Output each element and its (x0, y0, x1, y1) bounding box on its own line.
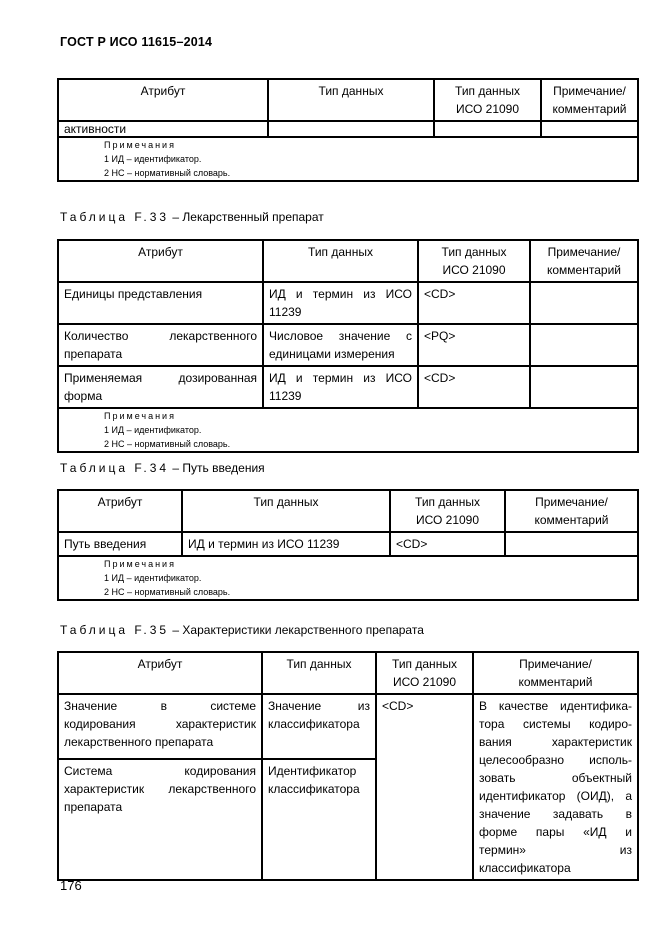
col-header-data-type: Тип данных (182, 490, 390, 532)
cell-attr: Единицы представления (58, 282, 263, 324)
cell-comment: В качестве идентифика- тора системы кодиро- вания характеристик целесообразно исполь- зовать объектный идентификатор (ОИД), а значение задавать в форме пары «ИД и термин» из классификатора (473, 694, 638, 880)
col-header-data-type: Тип данных (262, 652, 376, 694)
col-header-note: Примечание/ комментарий (473, 652, 638, 694)
cell-note (541, 121, 638, 137)
cell-note (530, 282, 638, 324)
col-header-note: Примечание/ комментарий (505, 490, 638, 532)
table-f34 (57, 489, 639, 601)
table-f35-caption: Таблица F.35 – Характеристики лекарственного препарата (60, 623, 424, 637)
cell-attr: Система кодирования характеристик лекарственного препарата (58, 759, 262, 880)
cell-attr: Путь введения (58, 532, 182, 556)
cell-iso: <CD> (418, 282, 530, 324)
col-header-iso-type: Тип данных ИСО 21090 (390, 490, 505, 532)
col-header-iso-type: Тип данных ИСО 21090 (418, 240, 530, 282)
col-header-data-type: Тип данных (263, 240, 418, 282)
cell-type: ИД и термин из ИСО 11239 (263, 366, 418, 408)
col-header-note: Примечание/ комментарий (541, 79, 638, 121)
cell-iso (434, 121, 541, 137)
table-notes: Примечания 1 ИД – идентификатор. 2 НС – нормативный словарь. (58, 408, 638, 452)
table-notes: Примечания 1 ИД – идентификатор. 2 НС – нормативный словарь. (58, 137, 638, 181)
table-notes: Примечания 1 ИД – идентификатор. 2 НС – нормативный словарь. (58, 556, 638, 600)
col-header-note: Примечание/ комментарий (530, 240, 638, 282)
cell-attr: Значение в системе кодирования характеристик лекарственного препарата (58, 694, 262, 759)
col-header-attribute: Атрибут (58, 490, 182, 532)
cell-note (530, 366, 638, 408)
cell-attr: Количество лекарственного препарата (58, 324, 263, 366)
cell-iso: <PQ> (418, 324, 530, 366)
cell-attr: Применяемая дозированная форма (58, 366, 263, 408)
table-f34-caption: Таблица F.34 – Путь введения (60, 461, 265, 475)
col-header-iso-type: Тип данных ИСО 21090 (434, 79, 541, 121)
page-number: 176 (60, 878, 82, 893)
cell-type: Значение из классификатора (262, 694, 376, 759)
cell-iso: <CD> (390, 532, 505, 556)
cell-iso: <CD> (418, 366, 530, 408)
cell-iso: <CD> (376, 694, 473, 880)
table-f33 (57, 239, 639, 453)
cell-type: ИД и термин из ИСО 11239 (263, 282, 418, 324)
col-header-data-type: Тип данных (268, 79, 434, 121)
col-header-attribute: Атрибут (58, 79, 268, 121)
cell-type: Идентификатор классификатора (262, 759, 376, 880)
cell-type: ИД и термин из ИСО 11239 (182, 532, 390, 556)
cell-note (505, 532, 638, 556)
document-header: ГОСТ Р ИСО 11615–2014 (60, 35, 213, 49)
cell-type: Числовое значение с единицами измерения (263, 324, 418, 366)
cell-type (268, 121, 434, 137)
table-continuation (57, 78, 639, 182)
cell-note (530, 324, 638, 366)
cell-attr: активности (58, 121, 268, 137)
table-f35 (57, 651, 639, 881)
col-header-attribute: Атрибут (58, 652, 262, 694)
col-header-attribute: Атрибут (58, 240, 263, 282)
table-f33-caption: Таблица F.33 – Лекарственный препарат (60, 210, 324, 224)
col-header-iso-type: Тип данных ИСО 21090 (376, 652, 473, 694)
